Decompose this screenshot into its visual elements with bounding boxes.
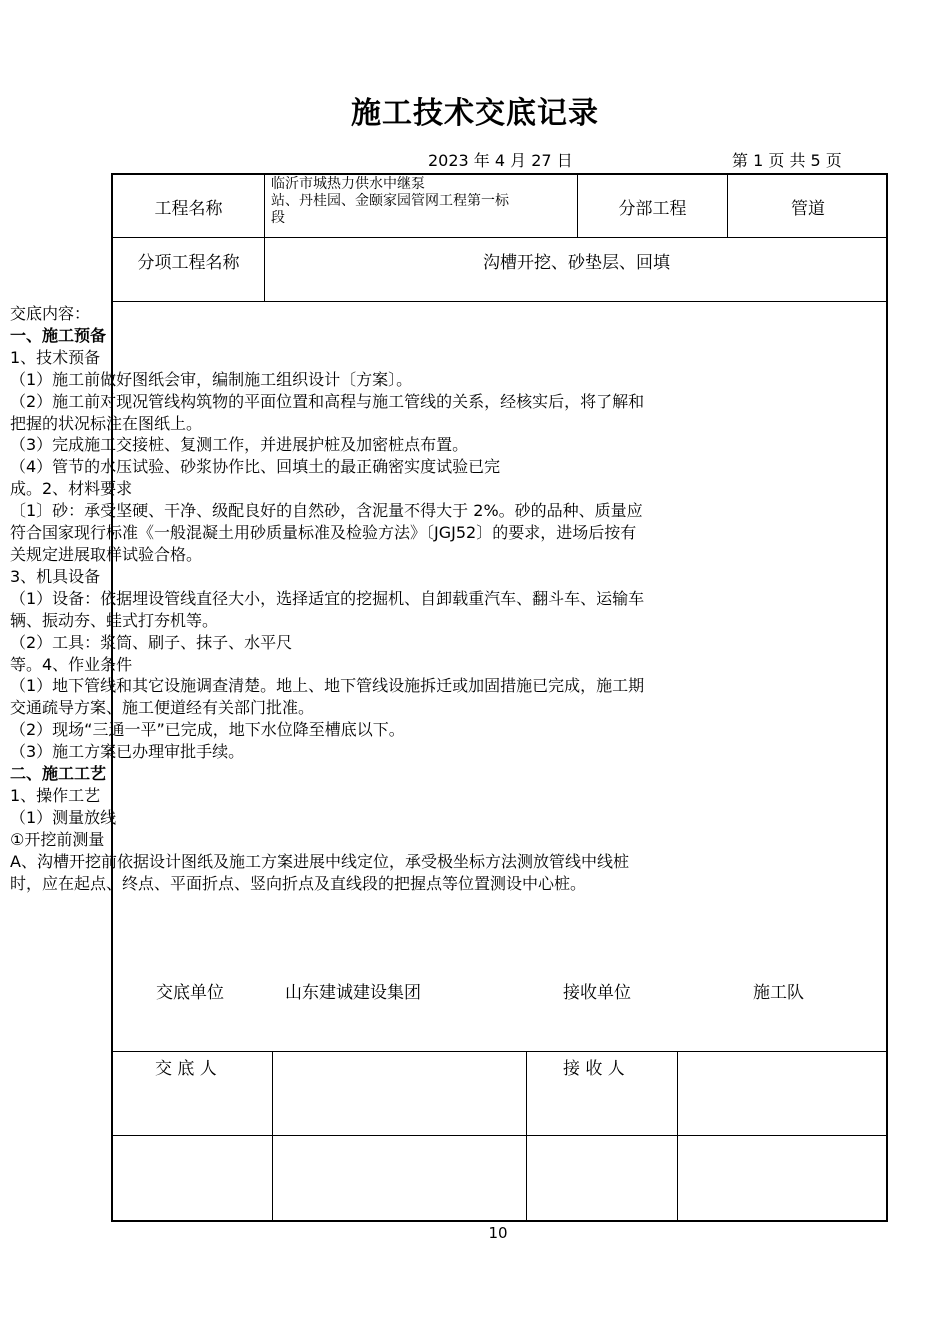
content-heading: 一、施工预备	[10, 325, 107, 345]
content-heading: 二、施工工艺	[10, 764, 107, 784]
disclosure-content	[10, 303, 780, 894]
project-name-label: 工程名称	[154, 198, 223, 219]
date: 2023 年 4 月 27 日	[428, 151, 573, 170]
division-label: 分部工程	[618, 198, 687, 219]
content-line: ①开挖前测量	[10, 829, 105, 849]
issuer-signature-field[interactable]	[273, 1052, 526, 1135]
content-line: （1）地下管线和其它设施调查清楚。地上、地下管线设施拆迁或加固措施已完成，施工期	[10, 676, 645, 696]
content-line: （1）设备：依据埋设管线直径大小，选择适宜的挖掘机、自卸载重汽车、翻斗车、运输车	[10, 588, 645, 608]
content-line: 3、机具设备	[10, 566, 101, 586]
receiver-signature-field[interactable]	[678, 1052, 888, 1135]
content-line: 符合国家现行标准《一般混凝土用砂质量标准及检验方法》〔JGJ52〕的要求，进场后按有	[10, 523, 637, 543]
content-line: （2）现场“三通一平”已完成，地下水位降至槽底以下。	[10, 720, 405, 740]
issuer-person-label: 交 底 人	[155, 1059, 217, 1079]
issuer-unit-value: 山东建诚建设集团	[285, 983, 421, 1003]
receiver-unit-value: 施工队	[753, 983, 804, 1003]
content-line: （1）施工前做好图纸会审，编制施工组织设计〔方案〕。	[10, 369, 413, 389]
content-line: 关规定进展取样试验合格。	[10, 544, 203, 564]
sub-item-value: 沟槽开挖、砂垫层、回填	[483, 253, 670, 273]
project-name-value	[265, 174, 577, 236]
content-line: 时，应在起点、终点、平面折点、竖向折点及直线段的把握点等位置测设中心桩。	[10, 873, 587, 893]
content-line: 〔1〕砂：承受坚硬、干净、级配良好的自然砂，含泥量不得大于 2%。砂的品种、质量应	[10, 501, 643, 521]
project-name-line: 临沂市城热力供水中继泵	[271, 176, 425, 192]
receiver-person-label: 接 收 人	[563, 1059, 625, 1079]
receiver-unit-label: 接收单位	[563, 983, 631, 1003]
content-line: （2）工具：浆筒、刷子、抹子、水平尺	[10, 632, 293, 652]
sub-item-label: 分项工程名称	[137, 253, 240, 273]
content-line: 等。4、作业条件	[10, 654, 133, 674]
division-value: 管道	[791, 198, 825, 219]
content-line: （3）施工方案已办理审批手续。	[10, 742, 245, 762]
page-info: 第 1 页 共 5 页	[732, 151, 842, 170]
content-line: 辆、振动夯、蛙式打夯机等。	[10, 610, 219, 630]
content-line: A、沟槽开挖前依据设计图纸及施工方案进展中线定位，承受极坐标方法测放管线中线桩	[10, 851, 629, 871]
content-line: （3）完成施工交接桩、复测工作，并进展护桩及加密桩点布置。	[10, 435, 469, 455]
content-line: （4）管节的水压试验、砂浆协作比、回填土的最正确密实度试验已完	[10, 457, 501, 477]
page-number: 10	[488, 1224, 508, 1242]
content-line: 交通疏导方案、施工便道经有关部门批准。	[10, 698, 315, 718]
content-line: 1、技术预备	[10, 347, 101, 367]
content-line: 1、操作工艺	[10, 785, 101, 805]
content-line: （2）施工前对现况管线构筑物的平面位置和高程与施工管线的关系，经核实后，将了解和	[10, 391, 645, 411]
content-line: （1）测量放线	[10, 807, 117, 827]
content-line: 成。2、材料要求	[10, 479, 133, 499]
project-name-line: 站、丹桂园、金颐家园管网工程第一标	[271, 193, 509, 209]
project-name-line: 段	[271, 210, 285, 226]
issuer-unit-label: 交底单位	[156, 983, 224, 1003]
content-line: 把握的状况标注在图纸上。	[10, 413, 203, 433]
content-line: 交底内容：	[10, 304, 91, 323]
document-title: 施工技术交底记录	[351, 96, 599, 131]
